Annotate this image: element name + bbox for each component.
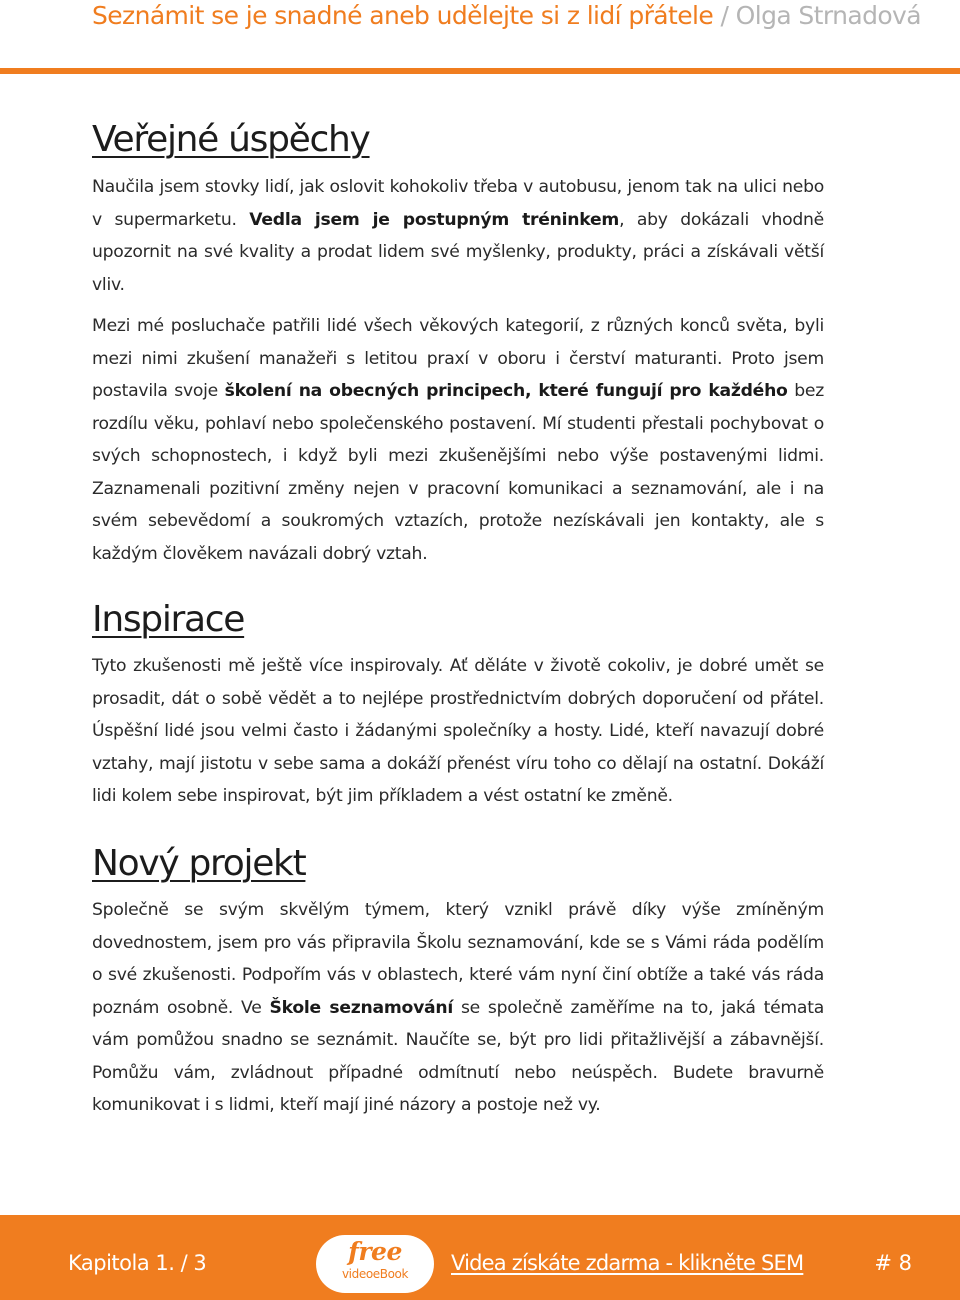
- author-name: Olga Strnadová: [735, 1, 921, 30]
- logo-subtitle: videoeBook: [341, 1267, 409, 1281]
- document-title: [92, 0, 921, 32]
- chapter-indicator: Kapitola 1. / 3: [68, 1251, 207, 1275]
- paragraph-text: Mezi mé posluchače patřili lidé všech věkových kategorií, z různých konců světa, byli mezi nimi zkušení manažeři s letitou praxí v oboru i čerství maturanti. Proto jsem postavila svoje: [92, 316, 824, 401]
- heading-novy-projekt: Nový projekt: [92, 843, 306, 884]
- book-title: Seznámit se je snadné aneb udělejte si z lidí přátele: [92, 1, 714, 30]
- paragraph-text: se společně zaměříme na to, jaká témata vám pomůžou snadno se seznámit. Naučíte se, být pro lidi přitažlivější a zábavnější. Pomůžu vám, zvládnout případné odmítnutí nebo neúspěch. Budete bravurně komunikovat i s lidmi, kteří mají jiné názory a postoje než vy.: [92, 997, 824, 1115]
- paragraph: [92, 650, 824, 813]
- emphasis-text: Škole seznamování: [269, 997, 454, 1018]
- page-footer: [0, 1215, 960, 1300]
- page-number: # 8: [874, 1251, 912, 1275]
- paragraph-text: Tyto zkušenosti mě ještě více inspirovaly. Ať děláte v životě cokoliv, je dobré umět se prosadit, dát o sobě vědět a to nejlépe prostřednictvím dobrých doporučení od přátel. Úspěšní lidé jsou velmi často i žádanými společníky a hosty. Lidé, kteří navazují dobré vztahy, mají jistotu v sebe sama a dokáží přenést víru toho co dělají na ostatní. Dokáží lidi kolem sebe inspirovat, být jim příkladem a vést ostatní ke změně.: [92, 656, 824, 806]
- emphasis-text: školení na obecných principech, které fungují pro každého: [224, 381, 788, 401]
- heading-inspirace: Inspirace: [92, 599, 245, 640]
- title-separator: /: [713, 1, 736, 30]
- header-divider: [0, 68, 960, 74]
- logo-free-text: free: [348, 1237, 402, 1266]
- paragraph-text: Společně se svým skvělým týmem, který vznikl právě díky výše zmíněným dovednostem, jsem pro vás připravila Školu seznamování, kde se s Vámi ráda podělím o své zkušenosti. Podpořím vás v oblastech, které vám nyní činí obtíže a také vás ráda poznám osobně. Ve: [92, 900, 824, 1018]
- paragraph-text: bez rozdílu věku, pohlaví nebo společenského postavení. Mí studenti přestali pochybovat o svých schopnostech, i když byli mezi zkušenějšími nebo výše postavenými lidmi. Zaznamenali pozitivní změny nejen v pracovní komunikaci a seznamování, ale i na svém sebevědomí a soukromých vztazích, protože nezískávali jen kontakty, ale s každým člověkem navázali dobrý vztah.: [92, 381, 824, 564]
- paragraph: [92, 310, 824, 570]
- heading-verejne-uspechy: Veřejné úspěchy: [92, 119, 370, 160]
- paragraph-text: Naučila jsem stovky lidí, jak oslovit kohokoliv třeba v autobusu, jenom tak na ulici nebo v supermarketu.: [92, 177, 824, 230]
- free-videoebook-logo[interactable]: [316, 1235, 434, 1293]
- free-videos-link[interactable]: Videa získáte zdarma - klikněte SEM: [451, 1251, 804, 1275]
- paragraph: [92, 171, 824, 301]
- paragraph: [92, 894, 824, 1122]
- page-header: [0, 0, 960, 74]
- paragraph-text: , aby dokázali vhodně upozornit na své kvality a prodat lidem své myšlenky, produkty, práci a získávali větší vliv.: [92, 209, 825, 295]
- emphasis-text: Vedla jsem je postupným tréninkem: [249, 209, 620, 230]
